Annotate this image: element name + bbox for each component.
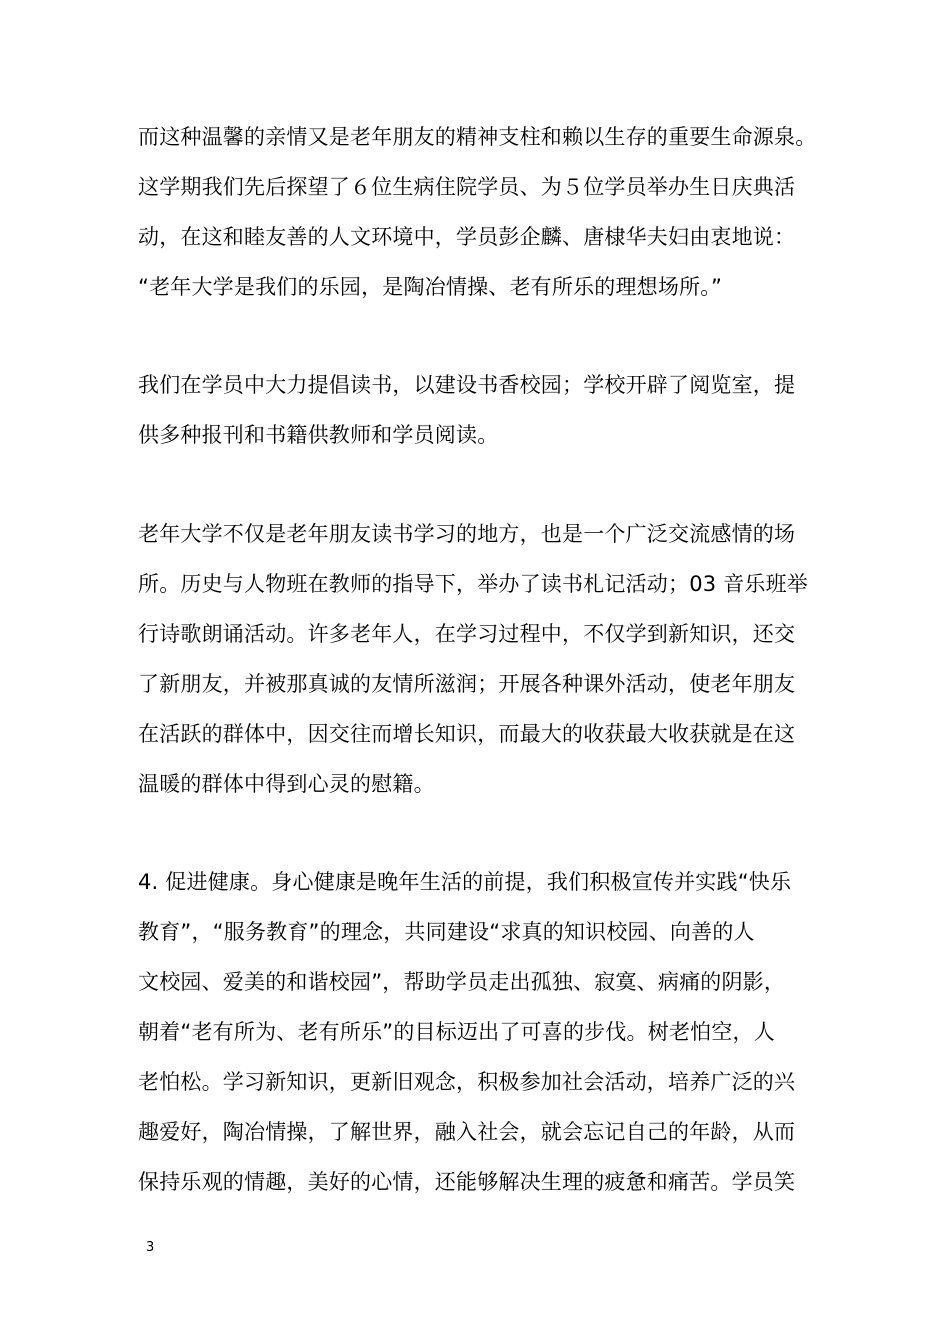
text-line: 老年大学不仅是老年朋友读书学习的地方，也是一个广泛交流感情的场 xyxy=(138,522,796,546)
text-line: 而这种温馨的亲情又是老年朋友的精神支柱和赖以生存的重要生命源泉。 xyxy=(138,125,817,149)
text-line: 动，在这和睦友善的人文环境中，学员彭企麟、唐棣华夫妇由衷地说： xyxy=(138,225,796,249)
paragraph-health xyxy=(138,857,818,1207)
text-line: 4. 促进健康。身心健康是晚年生活的前提，我们积极宣传并实践“快乐 xyxy=(138,870,792,894)
text-line: 温暖的群体中得到心灵的慰籍。 xyxy=(138,772,435,796)
text-line: 供多种报刊和书籍供教师和学员阅读。 xyxy=(138,423,499,447)
text-line: 文校园、爱美的和谐校园”，帮助学员走出孤独、寂寞、病痛的阴影， xyxy=(138,970,786,994)
text-line: 在活跃的群体中，因交往而增长知识，而最大的收获最大收获就是在这 xyxy=(138,722,796,746)
text-line: 了新朋友，并被那真诚的友情所滋润；开展各种课外活动，使老年朋友 xyxy=(138,672,796,696)
paragraph-communication xyxy=(138,509,818,809)
text-line: 教育”，“服务教育”的理念，共同建设“求真的知识校园、向善的人 xyxy=(138,920,755,944)
paragraph-reading xyxy=(138,360,818,460)
text-line: 朝着“老有所为、老有所乐”的目标迈出了可喜的步伐。树老怕空，人 xyxy=(138,1020,775,1044)
text-line: 老怕松。学习新知识，更新旧观念，积极参加社会活动，培养广泛的兴 xyxy=(138,1070,796,1094)
text-line: 保持乐观的情趣，美好的心情，还能够解决生理的疲惫和痛苦。学员笑 xyxy=(138,1170,796,1194)
text-line: 行诗歌朗诵活动。许多老年人，在学习过程中，不仅学到新知识，还交 xyxy=(138,622,796,646)
text-line: “老年大学是我们的乐园，是陶冶情操、老有所乐的理想场所。” xyxy=(138,275,723,299)
paragraph-family-care xyxy=(138,112,818,312)
text-line: 所。历史与人物班在教师的指导下，举办了读书札记活动；03 音乐班举 xyxy=(138,572,808,596)
text-line: 这学期我们先后探望了６位生病住院学员、为５位学员举办生日庆典活 xyxy=(138,175,796,199)
text-line: 趣爱好，陶冶情操，了解世界，融入社会，就会忘记自己的年龄，从而 xyxy=(138,1120,796,1144)
page-number: 3 xyxy=(146,1240,155,1255)
text-line: 我们在学员中大力提倡读书，以建设书香校园；学校开辟了阅览室，提 xyxy=(138,373,796,397)
